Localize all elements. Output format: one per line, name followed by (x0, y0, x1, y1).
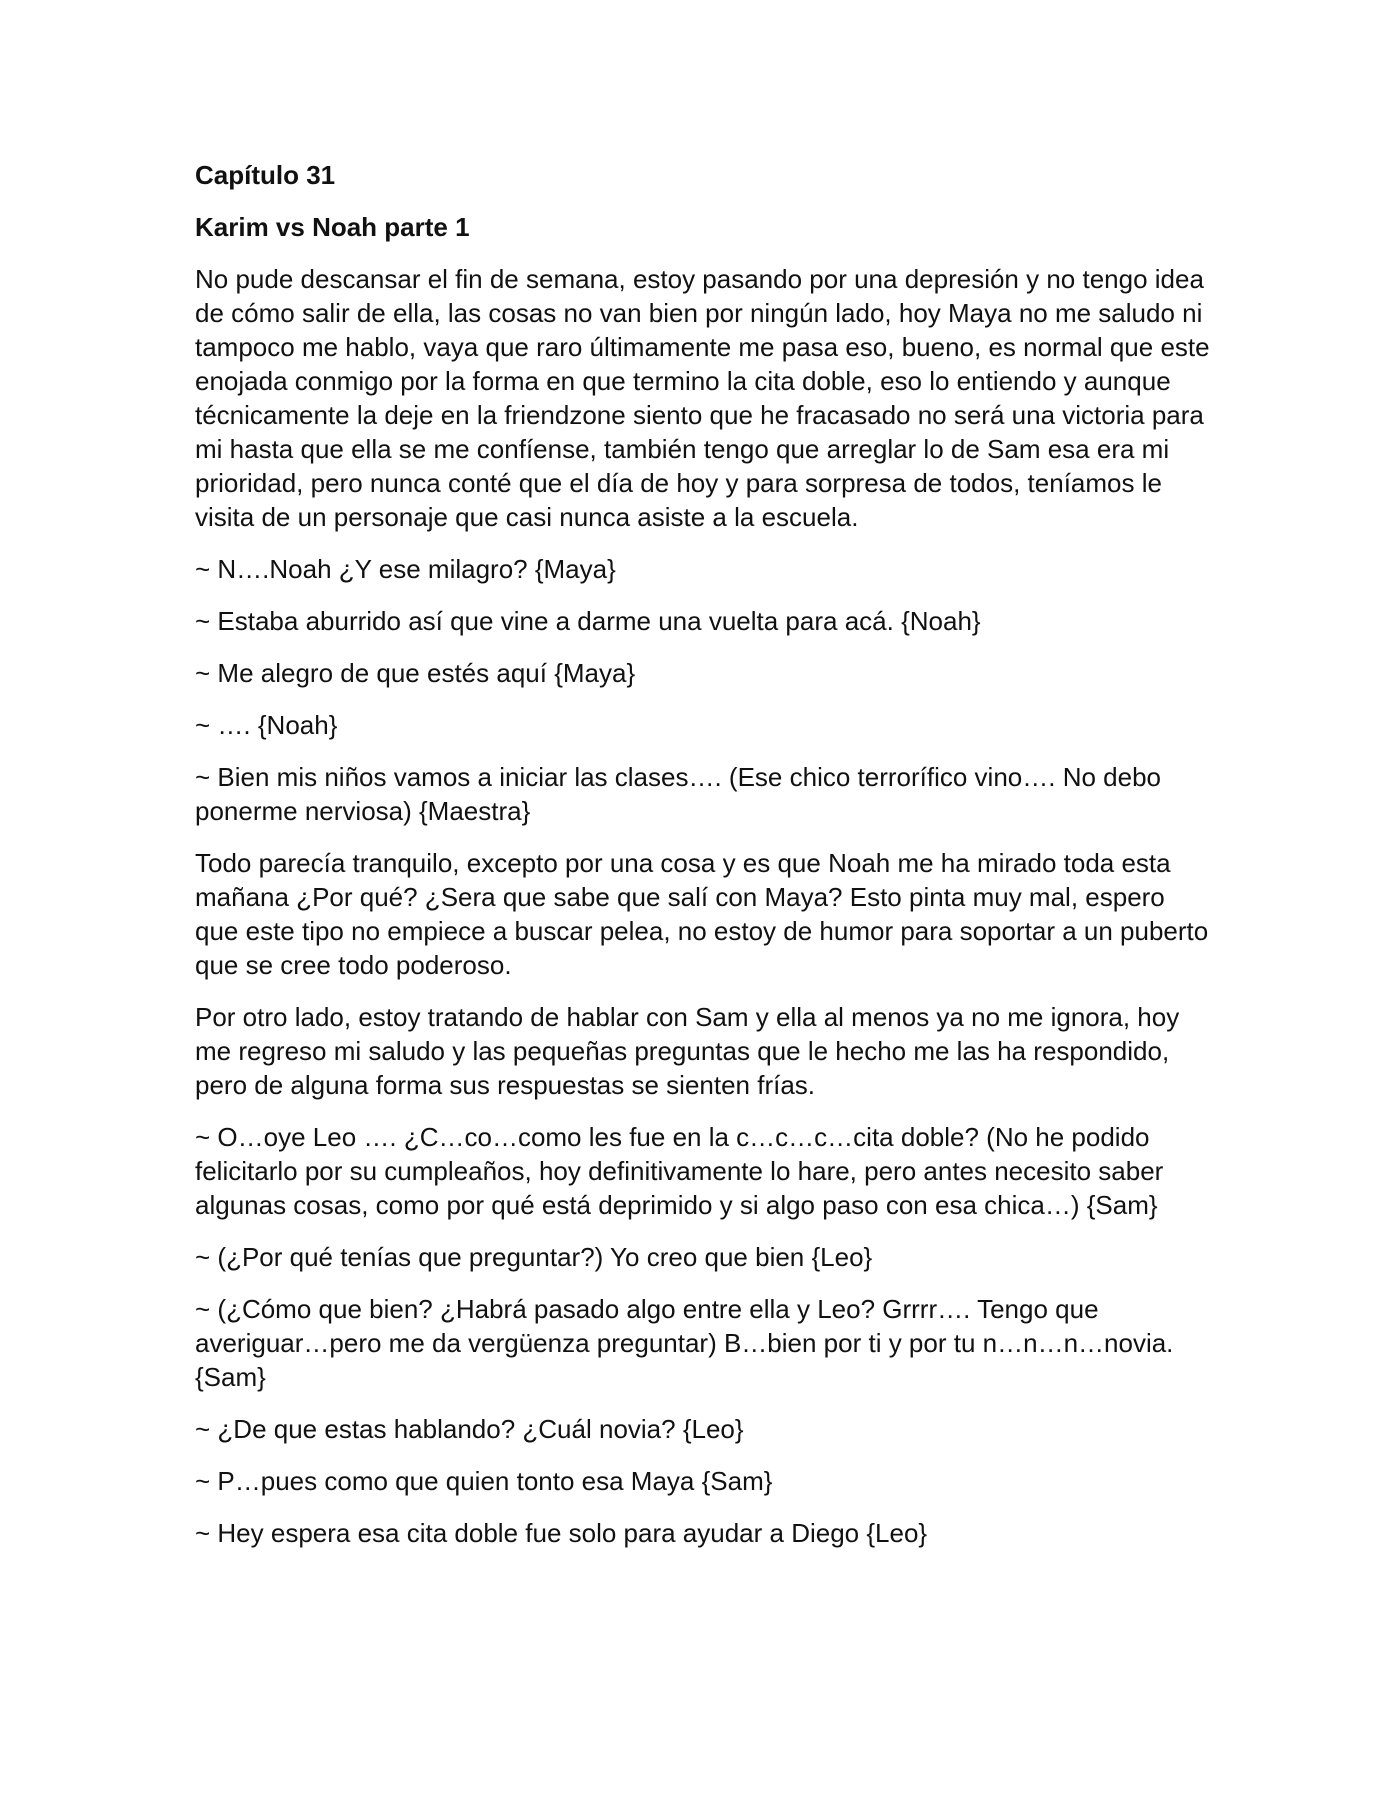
paragraph: No pude descansar el fin de semana, estoy pasando por una depresión y no tengo idea de cómo salir de ella, las cosas no van bien por ningún lado, hoy Maya no me saludo ni tampoco me hablo, vaya que raro últimamente me pasa eso, bueno, es normal que este enojada conmigo por la forma en que termino la cita doble, eso lo entiendo y aunque técnicamente la deje en la friendzone siento que he fracasado no será una victoria para mi hasta que ella se me confíense, también tengo que arreglar lo de Sam esa era mi prioridad, pero nunca conté que el día de hoy y para sorpresa de todos, teníamos le visita de un personaje que casi nunca asiste a la escuela. (195, 264, 1210, 532)
dialogue-line: ~ (¿Por qué tenías que preguntar?) Yo creo que bien {Leo} (195, 1242, 873, 1272)
paragraph: Todo parecía tranquilo, excepto por una cosa y es que Noah me ha mirado toda esta mañana ¿Por qué? ¿Sera que sabe que salí con Maya? Esto pinta muy mal, espero que este tipo no empiece a buscar pelea, no estoy de humor para soportar a un puberto que se cree todo poderoso. (195, 848, 1209, 980)
dialogue-line: ~ Bien mis niños vamos a iniciar las clases…. (Ese chico terrorífico vino…. No debo ponerme nerviosa) {Maestra} (195, 762, 1161, 826)
dialogue-line: ~ ¿De que estas hablando? ¿Cuál novia? {Leo} (195, 1414, 744, 1444)
dialogue-line: ~ …. {Noah} (195, 710, 338, 740)
dialogue-line: ~ N….Noah ¿Y ese milagro? {Maya} (195, 554, 616, 584)
document-body (195, 158, 1215, 1568)
dialogue-line: ~ Me alegro de que estés aquí {Maya} (195, 658, 636, 688)
paragraph: Por otro lado, estoy tratando de hablar con Sam y ella al menos ya no me ignora, hoy me regreso mi saludo y las pequeñas preguntas que le hecho me las ha respondido, pero de alguna forma sus respuestas se sienten frías. (195, 1002, 1180, 1100)
dialogue-line: ~ (¿Cómo que bien? ¿Habrá pasado algo entre ella y Leo? Grrrr…. Tengo que averiguar…pero me da vergüenza preguntar) B…bien por ti y por tu n…n…n…novia. {Sam} (195, 1294, 1174, 1392)
dialogue-line: ~ Estaba aburrido así que vine a darme una vuelta para acá. {Noah} (195, 606, 981, 636)
dialogue-line: ~ P…pues como que quien tonto esa Maya {Sam} (195, 1466, 773, 1496)
chapter-heading: Capítulo 31 (195, 160, 336, 190)
chapter-title: Karim vs Noah parte 1 (195, 212, 470, 242)
dialogue-line: ~ O…oye Leo …. ¿C…co…como les fue en la c…c…c…cita doble? (No he podido felicitarlo por su cumpleaños, hoy definitivamente lo hare, pero antes necesito saber algunas cosas, como por qué está deprimido y si algo paso con esa chica…) {Sam} (195, 1122, 1164, 1220)
dialogue-line: ~ Hey espera esa cita doble fue solo para ayudar a Diego {Leo} (195, 1518, 928, 1548)
